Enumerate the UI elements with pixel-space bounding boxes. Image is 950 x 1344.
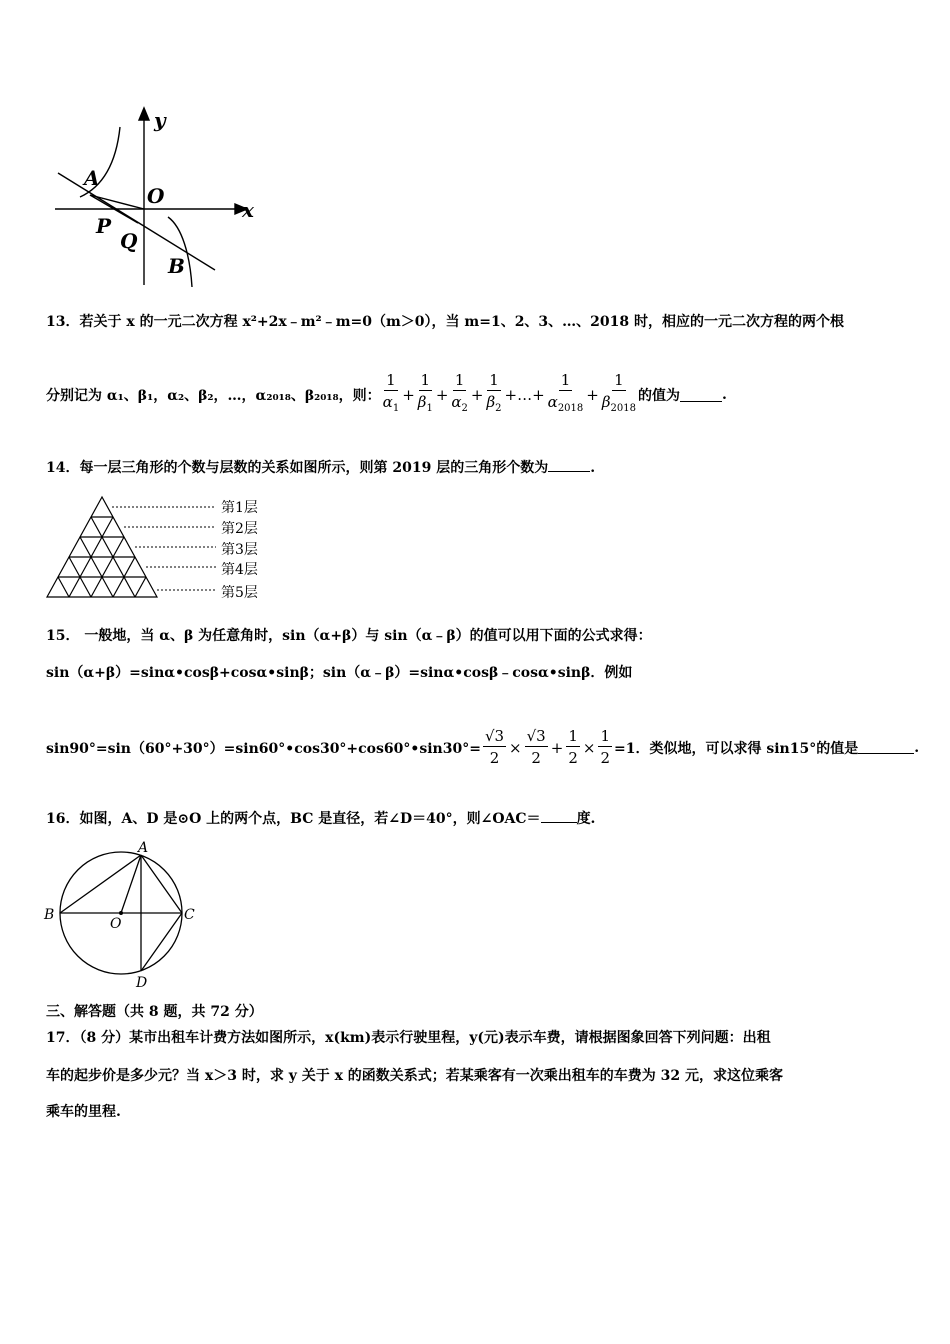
triangle-layers-figure bbox=[44, 494, 274, 604]
fraction-sqrt3-over-2-a: $\frac{√3}{2}$ bbox=[484, 727, 505, 767]
fraction-1-alpha1: $\frac{1}{\alpha_1}$ bbox=[382, 371, 400, 414]
fraction-1-beta2: $\frac{1}{\beta_2}$ bbox=[486, 371, 502, 414]
coordinate-figure bbox=[50, 105, 265, 290]
segment-CD bbox=[141, 913, 182, 971]
ellipsis: +…+ bbox=[504, 386, 545, 404]
label-A: A bbox=[84, 166, 100, 190]
section-title: 三、解答题（共 8 题，共 72 分） bbox=[46, 1004, 263, 1020]
answer-blank-15[interactable] bbox=[858, 741, 914, 754]
circle-label-A: A bbox=[138, 840, 149, 856]
fraction-1-beta1: $\frac{1}{\beta_1}$ bbox=[417, 371, 433, 414]
layer-label-4: 第4层 bbox=[221, 562, 258, 578]
q17-line1: 17．（8 分）某市出租车计费方法如图所示，x(km)表示行驶里程，y(元)表示车费，请根据图象回答下列问题：出租 bbox=[46, 1030, 771, 1046]
circle-figure bbox=[42, 838, 202, 990]
circle-label-D: D bbox=[136, 975, 148, 990]
q15-line3-prefix: sin90°=sin（60°+30°）=sin60°•cos30°+cos60°•sin30°= bbox=[46, 740, 481, 757]
fraction-1-alpha2: $\frac{1}{\alpha_2}$ bbox=[451, 371, 468, 414]
fraction-sqrt3-over-2-b: $\frac{√3}{2}$ bbox=[526, 727, 546, 767]
segment-AB bbox=[60, 855, 141, 913]
segment-AO bbox=[121, 855, 141, 913]
q15-line3-suffix: =1．类似地，可以求得 sin15°的值是 bbox=[613, 740, 859, 757]
label-P: P bbox=[96, 214, 112, 238]
circle-label-O: O bbox=[110, 916, 122, 932]
q15-line1: 15． 一般地，当 α、β 为任意角时，sin（α+β）与 sin（α﹣β）的值可以用下面的公式求得： bbox=[46, 628, 652, 644]
circle-label-C: C bbox=[184, 907, 195, 923]
q14-text: 14．每一层三角形的个数与层数的关系如图所示，则第 2019 层的三角形个数为 . bbox=[46, 460, 596, 476]
label-B: B bbox=[168, 254, 185, 278]
q15-line3: sin90°=sin（60°+30°）=sin60°•cos30°+cos60°•sin30°= $\frac{√3}{2}$ × $\frac{√3}{2}$ + $\frac{1}{2}$ × $\frac{1}{2}$ =1．类似地，可以求得 sin15°的值是 . bbox=[46, 727, 920, 767]
layer-label-3: 第3层 bbox=[221, 542, 258, 558]
label-x: x bbox=[242, 198, 254, 222]
q13-prefix: 分别记为 α₁、β₁，α₂、β₂，…，α₂₀₁₈、β₂₀₁₈，则： bbox=[46, 388, 381, 404]
layer-label-5: 第5层 bbox=[221, 585, 258, 601]
circle-label-B: B bbox=[44, 907, 55, 923]
segment-AO bbox=[90, 195, 144, 209]
answer-blank-13[interactable] bbox=[680, 389, 722, 402]
q15-line2: sin（α+β）=sinα•cosβ+cosα•sinβ；sin（α﹣β）=sinα•cosβ﹣cosα•sinβ．例如 bbox=[46, 665, 633, 681]
q13-suffix: 的值为 bbox=[637, 388, 680, 404]
q17-line2: 车的起步价是多少元？当 x＞3 时，求 y 关于 x 的函数关系式；若某乘客有一次乘出租车的车费为 32 元，求这位乘客 bbox=[46, 1068, 784, 1084]
label-y: y bbox=[154, 108, 166, 132]
q17-line3: 乘车的里程. bbox=[46, 1104, 121, 1120]
q16-text: 16．如图，A、D 是⊙O 上的两个点，BC 是直径，若∠D＝40°，则∠OAC＝ 度. bbox=[46, 811, 596, 827]
fraction-1-beta2018: $\frac{1}{\beta_{2018}}$ bbox=[601, 371, 636, 414]
layer-label-2: 第2层 bbox=[221, 521, 258, 537]
q13-line2: 分别记为 α₁、β₁，α₂、β₂，…，α₂₀₁₈、β₂₀₁₈，则： $\frac{1}{\alpha_1}$ + $\frac{1}{\beta_1}$ + $\frac{1}{\alpha_2}$ + $\frac{1}{\beta_2}$ +…+ $\frac{1}{\alpha_{2018}}$ + $\frac{1}{\beta_{2018}}$ 的值为 . bbox=[46, 370, 727, 420]
layer-label-1: 第1层 bbox=[221, 500, 258, 516]
label-Q: Q bbox=[120, 229, 138, 253]
y-axis-arrow bbox=[139, 108, 149, 120]
answer-blank-16[interactable] bbox=[541, 810, 577, 823]
q13-line1: 13．若关于 x 的一元二次方程 x²+2x﹣m²﹣m=0（m＞0），当 m=1、2、3、…、2018 时，相应的一元二次方程的两个根 bbox=[46, 314, 845, 330]
segment-AC bbox=[141, 855, 182, 913]
fraction-1-alpha2018: $\frac{1}{\alpha_{2018}}$ bbox=[547, 371, 584, 414]
fraction-1-over-2-b: $\frac{1}{2}$ bbox=[600, 727, 610, 767]
fraction-1-over-2-a: $\frac{1}{2}$ bbox=[568, 727, 578, 767]
answer-blank-14[interactable] bbox=[548, 459, 590, 472]
label-O: O bbox=[147, 184, 165, 208]
